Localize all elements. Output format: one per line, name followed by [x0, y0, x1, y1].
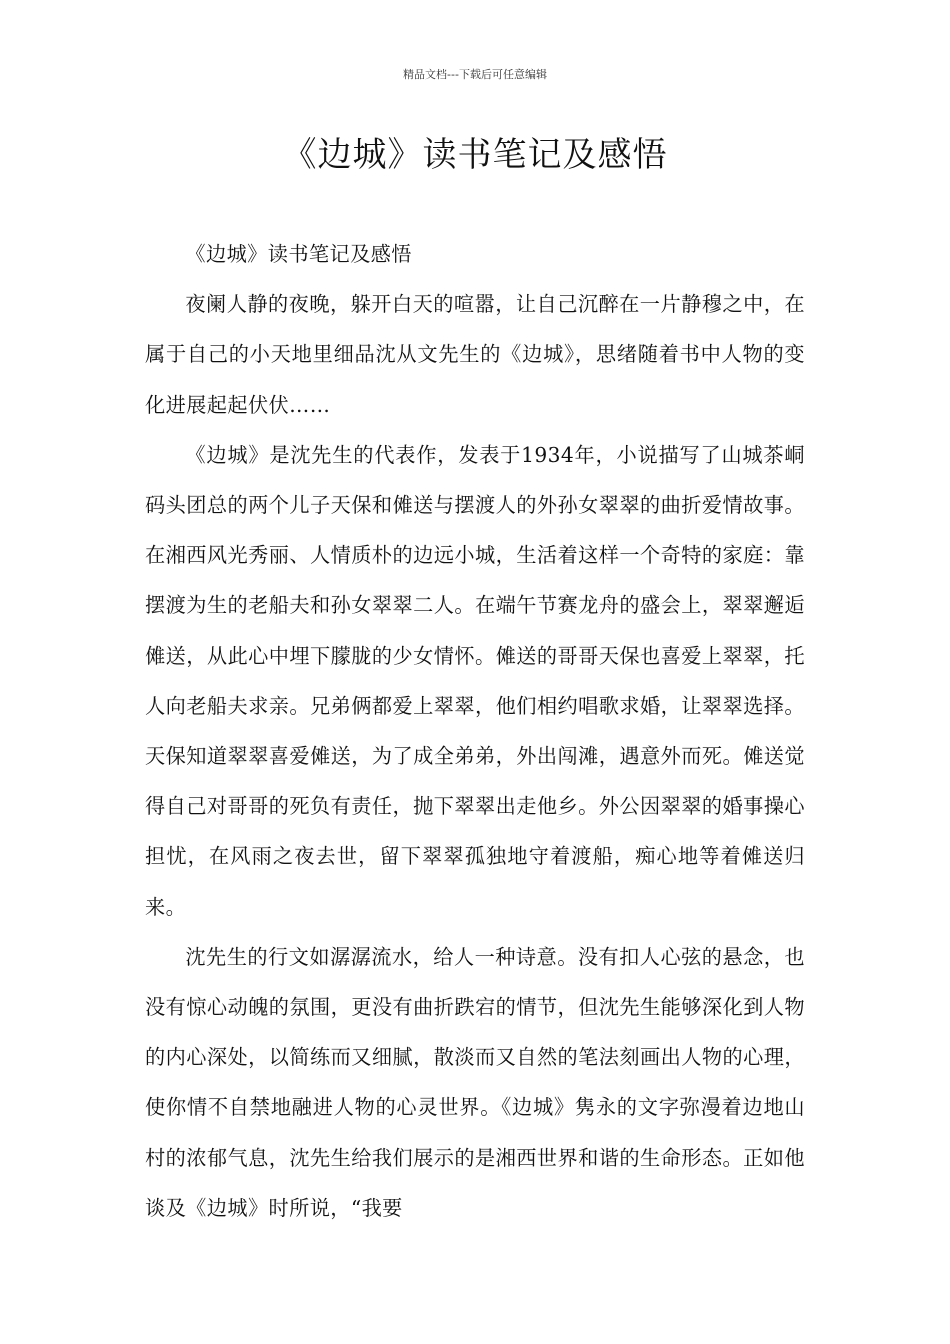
- body-paragraph-subtitle: 《边城》读书笔记及感悟: [185, 242, 412, 266]
- document-title: 《边城》读书笔记及感悟: [282, 135, 668, 175]
- body-paragraph: 夜阑人静的夜晚，躲开白天的喧嚣，让自己沉醉在一片静穆之中，在属于自己的小天地里细品沈从文先生的《边城》，思绪随着书中人物的变化进展起起伏伏……: [145, 292, 805, 417]
- body-paragraph: 沈先生的行文如潺潺流水，给人一种诗意。没有扣人心弦的悬念，也没有惊心动魄的氛围，更没有曲折跌宕的情节，但沈先生能够深化到人物的内心深处，以简练而又细腻，散淡而又自然的笔法刻画出人物的心理，使你情不自禁地融进人物的心灵世界。《边城》隽永的文字弥漫着边地山村的浓郁气息，沈先生给我们展示的是湘西世界和谐的生命形态。正如他谈及《边城》时所说，“我要: [145, 944, 805, 1220]
- header-note: 精品文档---下载后可任意编辑: [403, 68, 547, 81]
- document-body: [145, 229, 805, 1233]
- body-paragraph: 《边城》是沈先生的代表作，发表于1934年，小说描写了山城茶峒码头团总的两个儿子天保和傩送与摆渡人的外孙女翠翠的曲折爱情故事。在湘西风光秀丽、人情质朴的边远小城，生活着这样一个奇特的家庭：靠摆渡为生的老船夫和孙女翠翠二人。在端午节赛龙舟的盛会上，翠翠邂逅傩送，从此心中埋下朦胧的少女情怀。傩送的哥哥天保也喜爱上翠翠，托人向老船夫求亲。兄弟俩都爱上翠翠，他们相约唱歌求婚，让翠翠选择。天保知道翠翠喜爱傩送，为了成全弟弟，外出闯滩，遇意外而死。傩送觉得自己对哥哥的死负有责任，抛下翠翠出走他乡。外公因翠翠的婚事操心担忧，在风雨之夜去世，留下翠翠孤独地守着渡船，痴心地等着傩送归来。: [145, 442, 805, 919]
